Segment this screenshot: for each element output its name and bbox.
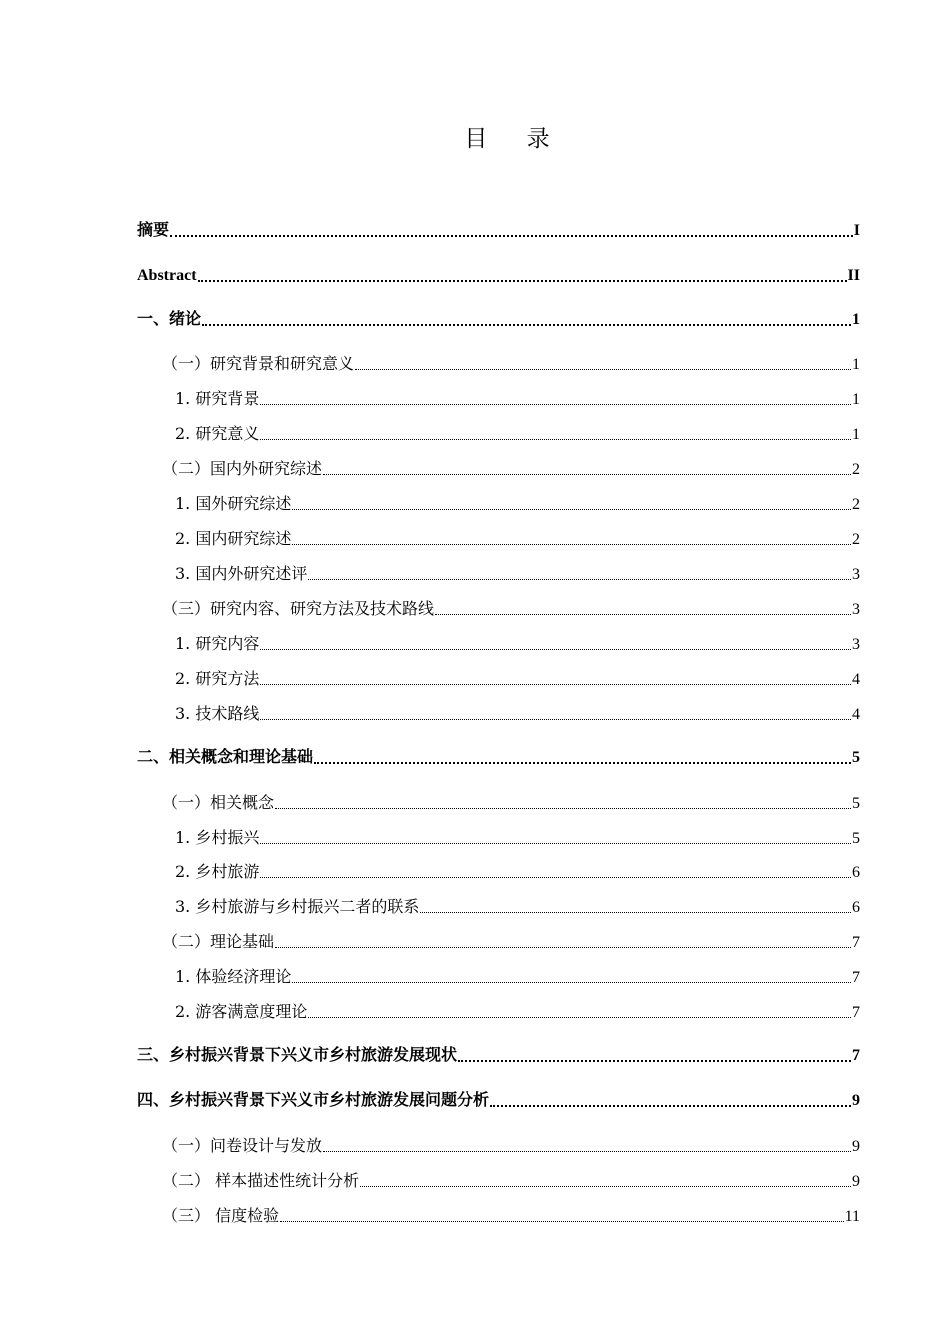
toc-entry-page-number: 7 <box>852 1004 860 1021</box>
toc-entry-level-3[interactable] <box>175 387 860 411</box>
toc-entry-level-1[interactable] <box>137 1089 860 1113</box>
toc-leader-dots <box>260 843 851 844</box>
toc-entry-page-number: 5 <box>852 830 860 847</box>
toc-entry-level-3[interactable] <box>175 422 860 446</box>
toc-leader-dots <box>275 808 851 809</box>
toc-entry-level-2[interactable] <box>162 457 860 481</box>
toc-entry-page-number: 6 <box>852 899 860 916</box>
toc-entry-label: （二） 样本描述性统计分析 <box>162 1171 360 1190</box>
toc-leader-dots <box>202 324 851 326</box>
toc-leader-dots <box>435 614 851 615</box>
toc-entry-page-number: 9 <box>852 1138 860 1155</box>
toc-entry-page-number: 2 <box>852 531 860 548</box>
toc-entry-page-number: 6 <box>852 864 860 881</box>
toc-leader-dots <box>260 877 851 878</box>
toc-entry-page-number: 9 <box>852 1092 860 1109</box>
toc-entry-page-number: 2 <box>852 461 860 478</box>
toc-entry-level-3[interactable] <box>175 702 860 726</box>
toc-leader-dots <box>280 1221 844 1222</box>
toc-leader-dots <box>292 982 851 983</box>
toc-entry-page-number: 3 <box>852 566 860 583</box>
toc-entry-page-number: 1 <box>852 356 860 373</box>
toc-entry-label: 3. 乡村旅游与乡村振兴二者的联系 <box>175 897 420 916</box>
toc-entry-level-3[interactable] <box>175 667 860 691</box>
toc-entry-page-number: 11 <box>844 1208 860 1225</box>
toc-entry-page-number: 7 <box>852 1047 860 1064</box>
toc-entry-level-1[interactable] <box>137 264 860 288</box>
toc-leader-dots <box>198 280 847 282</box>
toc-leader-dots <box>490 1105 851 1107</box>
toc-entry-label: 1. 研究内容 <box>175 634 260 653</box>
toc-entry-label: 摘要 <box>137 222 170 239</box>
toc-entry-page-number: 4 <box>852 706 860 723</box>
toc-entry-level-3[interactable] <box>175 527 860 551</box>
toc-entry-label: 2. 研究方法 <box>175 669 260 688</box>
toc-leader-dots <box>260 439 851 440</box>
toc-entry-label: 3. 技术路线 <box>175 704 260 723</box>
toc-entry-label: 2. 研究意义 <box>175 424 260 443</box>
toc-entry-label: （二）国内外研究综述 <box>162 459 323 478</box>
toc-entry-page-number: 3 <box>852 601 860 618</box>
toc-leader-dots <box>260 404 851 405</box>
toc-entry-page-number: 3 <box>852 636 860 653</box>
toc-entry-label: （三）研究内容、研究方法及技术路线 <box>162 599 435 618</box>
toc-entry-level-3[interactable] <box>175 895 860 919</box>
toc-entry-page-number: 5 <box>852 749 860 766</box>
toc-entry-page-number: 7 <box>852 934 860 951</box>
toc-entry-label: 2. 国内研究综述 <box>175 529 292 548</box>
toc-entry-label: 三、乡村振兴背景下兴义市乡村旅游发展现状 <box>137 1047 458 1064</box>
toc-leader-dots <box>260 719 851 720</box>
toc-entry-page-number: 2 <box>852 496 860 513</box>
toc-leader-dots <box>292 544 851 545</box>
toc-leader-dots <box>323 1151 851 1152</box>
toc-entry-page-number: 1 <box>852 426 860 443</box>
toc-leader-dots <box>292 509 851 510</box>
toc-leader-dots <box>260 649 851 650</box>
toc-entry-label: （一）问卷设计与发放 <box>162 1136 323 1155</box>
toc-entry-level-2[interactable] <box>162 930 860 954</box>
toc-entry-level-2[interactable] <box>162 1169 860 1193</box>
toc-leader-dots <box>323 474 851 475</box>
toc-leader-dots <box>314 762 851 764</box>
toc-entry-level-3[interactable] <box>175 492 860 516</box>
toc-entry-label: 3. 国内外研究述评 <box>175 564 308 583</box>
toc-entry-level-1[interactable] <box>137 1044 860 1068</box>
toc-entry-level-3[interactable] <box>175 632 860 656</box>
toc-leader-dots <box>260 684 851 685</box>
toc-entry-page-number: 1 <box>852 391 860 408</box>
toc-leader-dots <box>420 912 851 913</box>
toc-entry-label: 1. 研究背景 <box>175 389 260 408</box>
toc-entry-label: （二）理论基础 <box>162 932 275 951</box>
toc-entry-level-2[interactable] <box>162 1134 860 1158</box>
toc-entry-level-3[interactable] <box>175 562 860 586</box>
toc-leader-dots <box>360 1186 851 1187</box>
toc-entry-level-3[interactable] <box>175 860 860 884</box>
toc-entry-label: 1. 乡村振兴 <box>175 828 260 847</box>
toc-entry-label: 二、相关概念和理论基础 <box>137 749 314 766</box>
toc-entry-label: 四、乡村振兴背景下兴义市乡村旅游发展问题分析 <box>137 1092 490 1109</box>
toc-entry-level-2[interactable] <box>162 1204 860 1228</box>
toc-leader-dots <box>308 1017 851 1018</box>
toc-entry-level-2[interactable] <box>162 597 860 621</box>
toc-entry-label: 2. 乡村旅游 <box>175 862 260 881</box>
toc-entry-label: Abstract <box>137 267 197 284</box>
toc-entry-page-number: 7 <box>852 969 860 986</box>
toc-entry-page-number: 1 <box>852 311 860 328</box>
toc-entry-label: 1. 体验经济理论 <box>175 967 292 986</box>
toc-entry-label: 一、绪论 <box>137 311 202 328</box>
toc-entry-label: 2. 游客满意度理论 <box>175 1002 308 1021</box>
toc-entry-label: 1. 国外研究综述 <box>175 494 292 513</box>
toc-entry-page-number: 4 <box>852 671 860 688</box>
toc-leader-dots <box>275 947 851 948</box>
toc-entry-page-number: 9 <box>852 1173 860 1190</box>
toc-leader-dots <box>308 579 851 580</box>
toc-entry-level-2[interactable] <box>162 352 860 376</box>
toc-entry-page-number: 5 <box>852 795 860 812</box>
toc-entry-page-number: II <box>847 267 860 284</box>
toc-entry-level-1[interactable] <box>137 746 860 770</box>
toc-leader-dots <box>355 369 851 370</box>
toc-leader-dots <box>458 1060 851 1062</box>
toc-entry-level-3[interactable] <box>175 1000 860 1024</box>
toc-entry-label: （一）相关概念 <box>162 793 275 812</box>
toc-entry-label: （一）研究背景和研究意义 <box>162 354 355 373</box>
toc-entry-label: （三） 信度检验 <box>162 1206 280 1225</box>
toc-entry-level-2[interactable] <box>162 791 860 815</box>
toc-entry-level-1[interactable] <box>137 308 860 332</box>
toc-entry-level-3[interactable] <box>175 826 860 850</box>
toc-entry-page-number: I <box>853 222 860 239</box>
toc-leader-dots <box>170 235 853 237</box>
page-title: 目 录 <box>464 126 566 152</box>
toc-entry-level-1[interactable] <box>137 219 860 243</box>
toc-entry-level-3[interactable] <box>175 965 860 989</box>
